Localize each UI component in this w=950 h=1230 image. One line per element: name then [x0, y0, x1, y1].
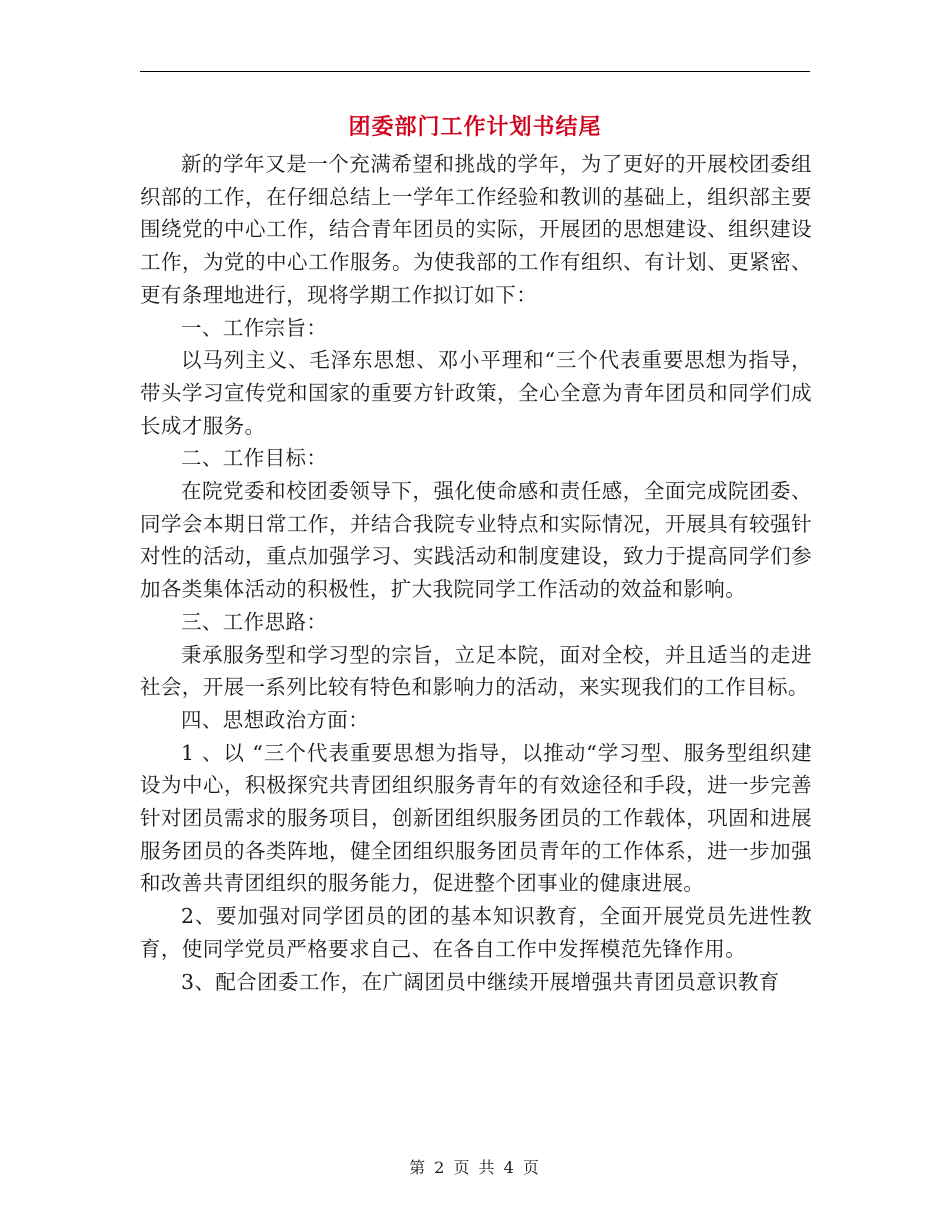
heading-work-goals: 二、工作目标： — [181, 446, 328, 471]
list-item-3: 3、配合团委工作，在广阔团员中继续开展增强共青团员意识教育 — [181, 969, 780, 994]
heading-work-approach: 三、工作思路： — [181, 609, 328, 634]
paragraph-intro: 新的学年又是一个充满希望和挑战的学年，为了更好的开展校团委组织部的工作，在仔细总结上一学年工作经验和教训的基础上，组织部主要围绕党的中心工作，结合青年团员的实际，开展团的思想建设、组织建设工作，为党的中心工作服务。为使我部的工作有组织、有计划、更紧密、更有条理地进行，现将学期工作拟订如下： — [140, 152, 812, 307]
paragraph-work-purpose: 以马列主义、毛泽东思想、邓小平理和“三个代表重要思想为指导，带头学习宣传党和国家的重要方针政策，全心全意为青年团员和同学们成长成才服务。 — [140, 348, 812, 438]
heading-political-thought: 四、思想政治方面： — [181, 707, 370, 732]
paragraph-work-goals: 在院党委和校团委领导下，强化使命感和责任感，全面完成院团委、同学会本期日常工作，并结合我院专业特点和实际情况，开展具有较强针对性的活动，重点加强学习、实践活动和制度建设，致力于提高同学们参加各类集体活动的积极性，扩大我院同学工作活动的效益和影响。 — [140, 479, 812, 602]
heading-work-purpose: 一、工作宗旨： — [181, 315, 328, 340]
list-item-1: 1 、以 “三个代表重要思想为指导，以推动“学习型、服务型组织建设为中心，积极探究共青团组织服务青年的有效途径和手段，进一步完善针对团员需求的服务项目，创新团组织服务团员的工作载体，巩固和进展服务团员的各类阵地，健全团组织服务团员青年的工作体系，进一步加强和改善共青团组织的服务能力，促进整个团事业的健康进展。 — [140, 740, 812, 896]
header-rule — [140, 71, 810, 72]
paragraph-work-approach: 秉承服务型和学习型的宗旨，立足本院，面对全校，并且适当的走进社会，开展一系列比较有特色和影响力的活动，来实现我们的工作目标。 — [140, 642, 812, 700]
page-number-footer: 第 2 页 共 4 页 — [409, 1158, 541, 1177]
document-title: 团委部门工作计划书结尾 — [348, 114, 602, 140]
document-body — [140, 148, 812, 998]
list-item-2: 2、要加强对同学团员的团的基本知识教育，全面开展党员先进性教育，使同学党员严格要求自己、在各自工作中发挥模范先锋作用。 — [140, 904, 812, 961]
